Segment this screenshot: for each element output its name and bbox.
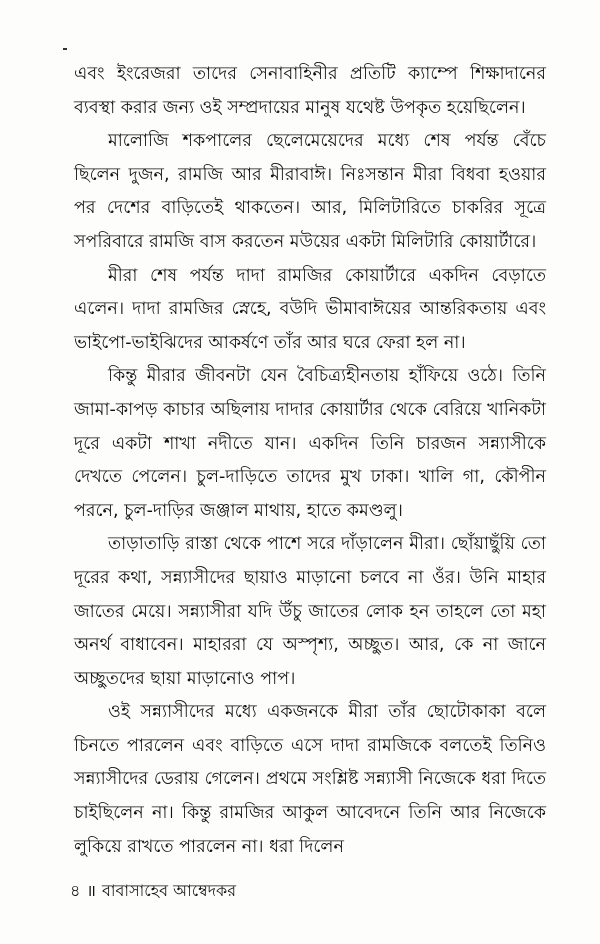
- body-text: [74, 58, 546, 864]
- paragraph-1: এবং ইংরেজরা তাদের সেনাবাহিনীর প্রতিটি ক্যাম্পে শিক্ষাদানের ব্যবস্থা করার জন্য ওই সম্প্রদায়ের মানুষ যথেষ্ট উপকৃত হয়েছিলেন।: [74, 64, 546, 118]
- book-title: বাবাসাহেব আম্বেদকর: [101, 881, 237, 900]
- paragraph-5: তাড়াতাড়ি রাস্তা থেকে পাশে সরে দাঁড়ালেন মীরা। ছোঁয়াছুঁয়ি তো দূরের কথা, সন্ন্যাসীদের ছায়াও মাড়ানো চলবে না ওঁর। উনি মাহার জাতের মেয়ে। সন্ন্যাসীরা যদি উঁচু জাতের লোক হন তাহলে তো মহা অনর্থ বাধাবেন। মাহাররা যে অস্পৃশ্য, অচ্ছুত। আর, কে না জানে অচ্ছুতদের ছায়া মাড়ানোও পাপ।: [74, 534, 546, 689]
- paragraph-6: ওই সন্ন্যাসীদের মধ্যে একজনকে মীরা তাঁর ছোটোকাকা বলে চিনতে পারলেন এবং বাড়িতে এসে দাদা রামজিকে বলতেই তিনিও সন্ন্যাসীদের ডেরায় গেলেন। প্রথমে সংশ্লিষ্ট সন্ন্যাসী নিজেকে ধরা দিতে চাইছিলেন না। কিন্তু রামজির আকুল আবেদনে তিনি আর নিজেকে লুকিয়ে রাখতে পারলেন না। ধরা দিলেন: [74, 702, 546, 857]
- footer-separator: ॥: [86, 881, 96, 900]
- page-number: ৪: [70, 881, 81, 900]
- page-footer: [70, 880, 236, 902]
- paragraph-4: কিন্তু মীরার জীবনটা যেন বৈচিত্র্যহীনতায় হাঁফিয়ে ওঠে। তিনি জামা-কাপড় কাচার অছিলায় দাদার কোয়ার্টার থেকে বেরিয়ে খানিকটা দূরে একটা শাখা নদীতে যান। একদিন তিনি চারজন সন্ন্যাসীকে দেখতে পেলেন। চুল-দাড়িতে তাদের মুখ ঢাকা। খালি গা, কৌপীন পরনে, চুল-দাড়ির জঞ্জাল মাথায়, হাতে কমণ্ডলু।: [74, 366, 546, 521]
- paragraph-2: মালোজি শকপালের ছেলেমেয়েদের মধ্যে শেষ পর্যন্ত বেঁচে ছিলেন দুজন, রামজি আর মীরাবাঈ। নিঃসন্তান মীরা বিধবা হওয়ার পর দেশের বাড়িতেই থাকতেন। আর, মিলিটারিতে চাকরির সূত্রে সপরিবারে রামজি বাস করতেন মউয়ের একটা মিলিটারি কোয়ার্টারে।: [74, 131, 546, 252]
- paragraph-3: মীরা শেষ পর্যন্ত দাদা রামজির কোয়ার্টারে একদিন বেড়াতে এলেন। দাদা রামজির স্নেহে, বউদি ভীমাবাঈয়ের আন্তরিকতায় এবং ভাইপো-ভাইঝিদের আকর্ষণে তাঁর আর ঘরে ফেরা হল না।: [74, 265, 546, 353]
- ink-mark: [63, 48, 67, 50]
